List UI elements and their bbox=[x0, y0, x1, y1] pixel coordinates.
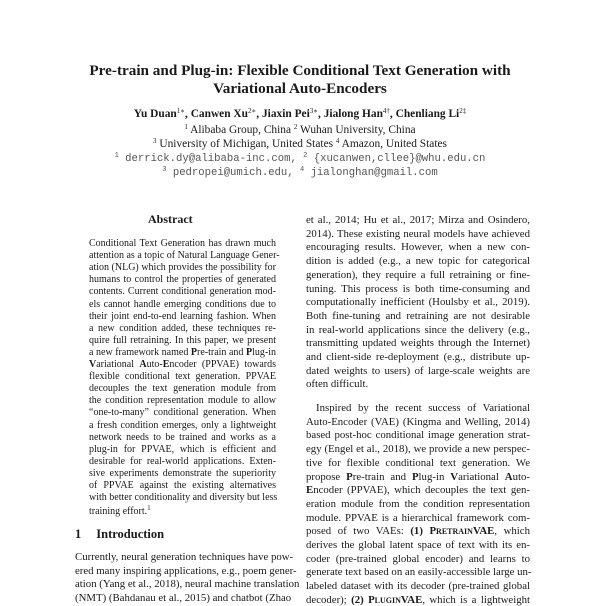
affiliations-text: University of Michigan, United States bbox=[159, 138, 334, 150]
text-run: decouples the text generation module from bbox=[89, 383, 276, 395]
bold-run: V bbox=[89, 359, 97, 370]
text-run: tive for flexible conditional text generation. We bbox=[306, 456, 530, 469]
text-run: decoder); bbox=[306, 593, 352, 606]
text-run: dated weights to users) of large-scale weights are bbox=[306, 364, 530, 377]
text-line bbox=[75, 551, 294, 563]
text-line bbox=[89, 407, 276, 418]
text-run: generate text based on an easily-accessible large un- bbox=[306, 566, 532, 579]
text-run: module. PPVAE is a hierarchical framework com- bbox=[306, 511, 530, 524]
text-run: uto- bbox=[512, 470, 530, 483]
text-run: contents. Current conditional generation mod- bbox=[89, 286, 276, 298]
section-number: 1 bbox=[75, 527, 82, 541]
author-mark: 1∗ bbox=[176, 107, 185, 115]
text-run: “one-to-many” conditional generation. When bbox=[89, 407, 276, 419]
text-line bbox=[89, 371, 276, 382]
bold-run: (1) bbox=[410, 525, 430, 538]
text-line bbox=[306, 241, 530, 253]
emails-mark: 1 bbox=[114, 152, 119, 160]
title-line: Variational Auto-Encoders bbox=[213, 80, 387, 97]
affiliations-mark: 2 bbox=[293, 123, 298, 131]
affiliations-mark: 3 bbox=[153, 137, 157, 145]
text-line bbox=[306, 283, 530, 295]
text-line bbox=[75, 578, 300, 591]
text-line bbox=[306, 539, 530, 551]
text-run: lug-in bbox=[418, 470, 451, 483]
text-line bbox=[306, 416, 530, 428]
emails-text: {xucanwen,cllee}@whu.edu.cn bbox=[313, 153, 486, 165]
text-line bbox=[89, 395, 276, 406]
text-line bbox=[306, 310, 530, 322]
smallcaps-run: PluginVAE bbox=[368, 593, 423, 606]
text-line bbox=[306, 553, 530, 565]
text-run: lug-in bbox=[252, 346, 276, 358]
text-run: network needs to be trained and works as a bbox=[89, 431, 276, 443]
text-line bbox=[306, 296, 530, 308]
text-run: and client-side re-deployment (e.g., distribute up- bbox=[306, 351, 530, 363]
text-run: a new framework named bbox=[89, 346, 191, 358]
text-run: ation (NLG) which provides the possibility for bbox=[89, 262, 276, 274]
text-run: attention as a topic of Natural Language Gener- bbox=[89, 250, 280, 262]
author-name: Chenliang Li bbox=[395, 108, 460, 120]
text-line bbox=[75, 564, 297, 577]
text-line bbox=[89, 480, 276, 491]
text-run: training effort. bbox=[89, 506, 148, 518]
affiliations-text: Alibaba Group, China bbox=[190, 124, 292, 136]
text-run: , which bbox=[494, 525, 530, 538]
title-line: Pre-train and Plug-in: Flexible Conditional Text Generation with bbox=[89, 62, 511, 79]
text-line bbox=[306, 457, 530, 469]
text-line bbox=[89, 383, 276, 394]
text-line bbox=[306, 512, 530, 524]
bold-run: P bbox=[190, 346, 197, 358]
text-run: coder (pre-trained global encoder) and learns to bbox=[306, 552, 530, 565]
text-run: re-train and bbox=[197, 346, 246, 358]
text-run: ncoder (PPVAE) towards bbox=[169, 359, 276, 370]
text-line bbox=[89, 359, 276, 370]
text-line bbox=[306, 365, 530, 377]
text-run: ncoder (PPVAE), which decouples the text gen- bbox=[313, 484, 530, 497]
text-line bbox=[306, 214, 530, 226]
email-line bbox=[0, 152, 600, 165]
text-run: Currently, neural generation techniques have pow- bbox=[75, 551, 294, 563]
text-line bbox=[89, 444, 276, 455]
text-run: ariational bbox=[458, 470, 505, 483]
text-run: Auto-Encoder (VAE) (Kingma and Welling, 2014) bbox=[306, 415, 530, 428]
email-line bbox=[0, 166, 600, 179]
text-run: derives the global latent space of text with its en- bbox=[306, 539, 530, 551]
text-run: quire full retraining. In this paper, we present bbox=[89, 334, 276, 346]
text-run: humans to control the properties of generated bbox=[89, 274, 276, 286]
affiliations-text: Amazon, United States bbox=[341, 138, 447, 150]
text-line bbox=[89, 238, 276, 249]
bold-run: A bbox=[139, 359, 147, 370]
text-run: re-train and bbox=[352, 470, 412, 483]
affiliations-text: Wuhan University, China bbox=[300, 124, 416, 136]
text-line bbox=[89, 311, 276, 322]
smallcaps-run: PretrainVAE bbox=[429, 525, 495, 538]
text-run: encouraging results. However, when a new con- bbox=[306, 241, 530, 254]
text-line bbox=[306, 498, 530, 510]
text-line bbox=[75, 592, 292, 605]
text-line bbox=[306, 228, 530, 240]
text-run: in real-world applications since the delivery (e.g., bbox=[306, 323, 530, 336]
emails-text: jialonghan@gmail.com bbox=[310, 167, 438, 179]
text-line bbox=[306, 580, 530, 592]
text-run: of PPVAE against the existing alternatives bbox=[89, 480, 276, 491]
text-run: Both fine-tuning and retraining are not desirable bbox=[306, 309, 530, 322]
text-run: 2014). These existing neural models have achieved bbox=[306, 227, 530, 240]
text-run: their joint end-to-end learning fashion. When bbox=[89, 310, 276, 322]
author-mark: 2‡ bbox=[459, 107, 467, 115]
text-run: eration module from the condition representation bbox=[306, 497, 530, 510]
text-run: ered many inspiring applications, e.g., poem gener- bbox=[75, 564, 297, 577]
section-heading bbox=[75, 527, 164, 542]
emails-mark: 4 bbox=[300, 166, 305, 174]
bold-run: P bbox=[411, 470, 419, 483]
affiliations-mark: 1 bbox=[184, 123, 188, 131]
text-line bbox=[89, 286, 276, 297]
text-run: , which is a lightweight bbox=[422, 593, 530, 606]
text-line bbox=[89, 468, 276, 479]
bold-run: E bbox=[306, 484, 314, 497]
affiliation-line bbox=[0, 123, 600, 136]
text-line bbox=[306, 525, 530, 537]
text-line bbox=[306, 378, 530, 390]
text-run: a new condition added, these techniques re- bbox=[89, 322, 276, 334]
bold-run: P bbox=[346, 470, 353, 483]
text-run: et al., 2014; Hu et al., 2017; Mirza and Osindero, bbox=[306, 214, 530, 226]
text-line bbox=[306, 429, 530, 441]
author-name: Canwen Xu bbox=[190, 108, 248, 120]
affiliation-line bbox=[0, 137, 600, 150]
text-line bbox=[306, 402, 530, 414]
text-line bbox=[306, 337, 530, 349]
text-run: often difficult. bbox=[306, 378, 369, 391]
text-run: computationally inefficient (Houlsby et al., 2019). bbox=[306, 296, 530, 309]
text-run: Inspired by the recent success of Variational bbox=[316, 402, 530, 414]
author-mark: 4† bbox=[382, 107, 390, 115]
emails-mark: 2 bbox=[303, 152, 308, 160]
text-line bbox=[89, 432, 276, 443]
text-run: egy (Engel et al., 2018), we provide a new perspec- bbox=[306, 443, 530, 456]
text-line bbox=[89, 274, 276, 285]
text-run: based post-hoc conditional image generation strat- bbox=[306, 429, 530, 442]
bold-run: (2) bbox=[351, 593, 369, 606]
text-line bbox=[306, 566, 530, 578]
author-name: Yu Duan bbox=[133, 108, 177, 120]
text-run: Conditional Text Generation has drawn much bbox=[89, 238, 276, 249]
text-line bbox=[306, 269, 530, 281]
text-line bbox=[306, 255, 530, 267]
emails-mark: 3 bbox=[162, 166, 167, 174]
text-line bbox=[89, 335, 276, 346]
text-run: a fresh condition emerges, only a lightweight bbox=[89, 419, 276, 431]
bold-run: V bbox=[450, 470, 459, 483]
text-run: dition is added (e.g., a new topic for categorical bbox=[306, 255, 530, 268]
text-line bbox=[89, 347, 276, 358]
text-run: propose bbox=[306, 470, 347, 483]
text-run: sive experiments demonstrate the superiority bbox=[89, 467, 276, 479]
text-run: uto- bbox=[146, 359, 163, 370]
bold-run: E bbox=[162, 359, 170, 370]
text-run: desirable for real-world applications. Exten- bbox=[89, 455, 276, 467]
abstract-heading: Abstract bbox=[148, 212, 193, 226]
emails-text: pedropei@umich.edu, bbox=[172, 167, 294, 179]
text-run: labeled dataset with its decoder (pre-trained global bbox=[306, 580, 530, 593]
author-list: Yu Duan$^{1∗}$, Canwen $Xu^{2∗}$, Jiaxin Pei$^{3∗}$, Jialong Han$^{4\dagger}$, Chenliang $Li^{2\ddagger}$ bbox=[133, 107, 467, 120]
text-line bbox=[89, 323, 276, 334]
affiliations-mark: 4 bbox=[335, 137, 340, 145]
bold-run: A bbox=[504, 470, 513, 483]
text-line bbox=[89, 250, 280, 262]
text-run: the condition representation module to allow bbox=[89, 395, 276, 407]
text-line bbox=[306, 484, 530, 496]
emails-text: derrick.dy@alibaba-inc.com, bbox=[125, 153, 297, 165]
text-run: transmitting updated weights through the Internet) bbox=[306, 337, 530, 350]
text-line bbox=[89, 456, 276, 467]
text-line bbox=[89, 420, 276, 431]
author-mark: 2∗ bbox=[248, 107, 257, 115]
text-run: flexible conditional text generation. PPVAE bbox=[89, 371, 276, 383]
text-line bbox=[306, 324, 530, 336]
text-run: generation), they require a full retraining or fine- bbox=[306, 268, 530, 281]
text-run: els cannot handle emerging conditions due to bbox=[89, 298, 276, 310]
text-run: with better conditionality and diversity but less bbox=[89, 492, 278, 504]
text-run: ariational bbox=[96, 359, 140, 370]
text-line bbox=[89, 262, 276, 273]
text-line bbox=[306, 471, 530, 483]
bold-run: P bbox=[246, 346, 253, 358]
text-line bbox=[306, 443, 530, 455]
text-line bbox=[89, 492, 276, 503]
text-line bbox=[89, 299, 276, 310]
author-name: Jiaxin Pei bbox=[261, 108, 310, 120]
text-run: posed of two VAEs: bbox=[306, 525, 411, 538]
text-run: (NMT) (Bahdanau et al., 2015) and chatbot (Zhao bbox=[75, 592, 292, 605]
author-mark: 3∗ bbox=[309, 107, 319, 115]
author-name: Jialong Han bbox=[323, 108, 383, 120]
text-line bbox=[306, 351, 530, 363]
footnote-mark: 1 bbox=[147, 504, 151, 513]
text-run: ation (Yang et al., 2018), neural machine translation bbox=[75, 578, 300, 591]
text-run: plug-in for PPVAE, which is efficient and bbox=[89, 443, 276, 455]
text-run: tuning. This process is both time-consuming and bbox=[306, 282, 530, 295]
text-line bbox=[89, 504, 276, 517]
section-title: Introduction bbox=[96, 527, 165, 541]
